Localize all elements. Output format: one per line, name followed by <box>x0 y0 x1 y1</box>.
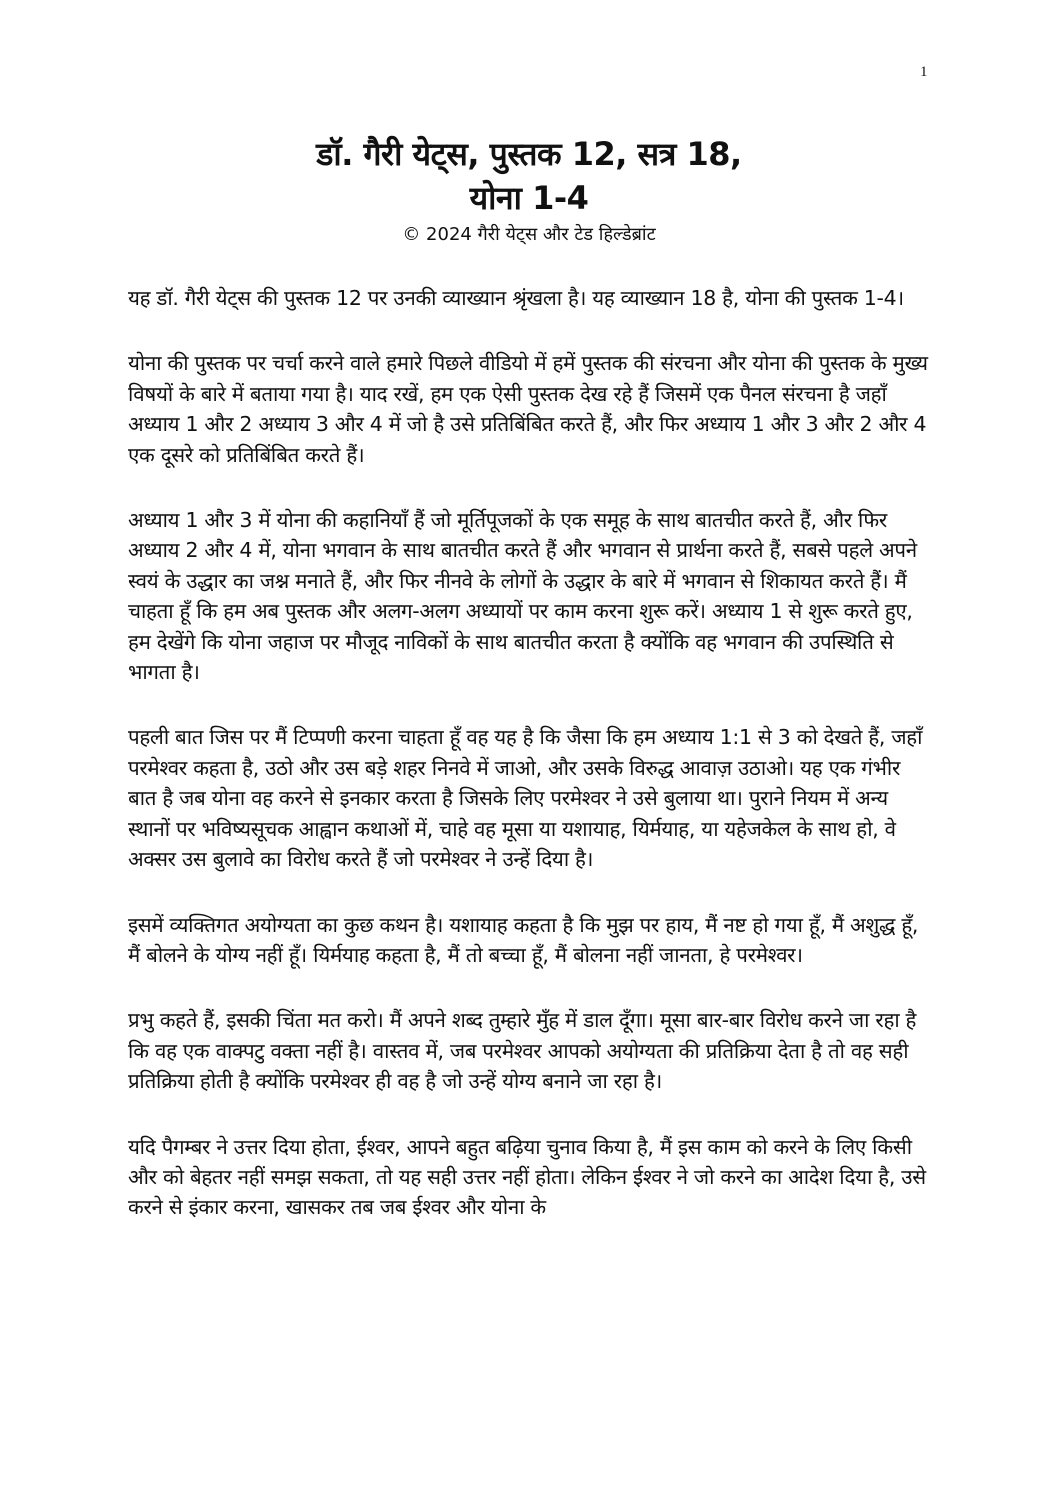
document-title-line-2: योना 1-4 <box>469 179 589 217</box>
document-title-line-1: डॉ. गैरी येट्स, पुस्तक 12, सत्र 18, <box>316 135 742 173</box>
paragraph-5: इसमें व्यक्तिगत अयोग्यता का कुछ कथन है। यशायाह कहता है कि मुझ पर हाय, मैं नष्ट हो गया हूँ, मैं अशुद्ध हूँ, मैं बोलने के योग्य नहीं हूँ। यिर्मयाह कहता है, मैं तो बच्चा हूँ, मैं बोलना नहीं जानता, हे परमेश्वर। <box>128 912 919 967</box>
paragraph-4: पहली बात जिस पर मैं टिप्पणी करना चाहता हूँ वह यह है कि जैसा कि हम अध्याय 1:1 से 3 को देखते हैं, जहाँ परमेश्वर कहता है, उठो और उस बड़े शहर निनवे में जाओ, और उसके विरुद्ध आवाज़ उठाओ। यह एक गंभीर बात है जब योना वह करने से इनकार करता है जिसके लिए परमेश्वर ने उसे बुलाया था। पुराने नियम में अन्य स्थानों पर भविष्यसूचक आह्वान कथाओं में, चाहे वह मूसा या यशायाह, यिर्मयाह, या यहेजकेल के साथ हो, वे अक्सर उस बुलावे का विरोध करते हैं जो परमेश्वर ने उन्हें दिया है। <box>128 725 923 872</box>
page-number: 1 <box>920 64 928 80</box>
document-body <box>128 283 928 1258</box>
title-block <box>0 132 1058 248</box>
copyright-notice: © 2024 गैरी येट्स और टेड हिल्डेब्रांट <box>402 224 656 245</box>
paragraph-7: यदि पैगम्बर ने उत्तर दिया होता, ईश्वर, आपने बहुत बढ़िया चुनाव किया है, मैं इस काम को करने के लिए किसी और को बेहतर नहीं समझ सकता, तो यह सही उत्तर नहीं होता। लेकिन ईश्वर ने जो करने का आदेश दिया है, उसे करने से इंकार करना, खासकर तब जब ईश्वर और योना के <box>128 1134 926 1220</box>
paragraph-1: यह डॉ. गैरी येट्स की पुस्तक 12 पर उनकी व्याख्यान श्रृंखला है। यह व्याख्यान 18 है, योना की पुस्तक 1-4। <box>128 286 904 310</box>
paragraph-3: अध्याय 1 और 3 में योना की कहानियाँ हैं जो मूर्तिपूजकों के एक समूह के साथ बातचीत करते हैं, और फिर अध्याय 2 और 4 में, योना भगवान के साथ बातचीत करते हैं और भगवान से प्रार्थना करते हैं, सबसे पहले अपने स्वयं के उद्धार का जश्न मनाते हैं, और फिर नीनवे के लोगों के उद्धार के बारे में भगवान से शिकायत करते हैं। मैं चाहता हूँ कि हम अब पुस्तक और अलग-अलग अध्यायों पर काम करना शुरू करें। अध्याय 1 से शुरू करते हुए, हम देखेंगे कि योना जहाज पर मौजूद नाविकों के साथ बातचीत करता है क्योंकि वह भगवान की उपस्थिति से भागता है। <box>128 508 917 685</box>
paragraph-6: प्रभु कहते हैं, इसकी चिंता मत करो। मैं अपने शब्द तुम्हारे मुँह में डाल दूँगा। मूसा बार-बार विरोध करने जा रहा है कि वह एक वाक्पटु वक्ता नहीं है। वास्तव में, जब परमेश्वर आपको अयोग्यता की प्रतिक्रिया देता है तो वह सही प्रतिक्रिया होती है क्योंकि परमेश्वर ही वह है जो उन्हें योग्य बनाने जा रहा है। <box>128 1008 917 1094</box>
paragraph-2: योना की पुस्तक पर चर्चा करने वाले हमारे पिछले वीडियो में हमें पुस्तक की संरचना और योना की पुस्तक के मुख्य विषयों के बारे में बताया गया है। याद रखें, हम एक ऐसी पुस्तक देख रहे हैं जिसमें एक पैनल संरचना है जहाँ अध्याय 1 और 2 अध्याय 3 और 4 में जो है उसे प्रतिबिंबित करते हैं, और फिर अध्याय 1 और 3 और 2 और 4 एक दूसरे को प्रतिबिंबित करते हैं। <box>128 351 928 467</box>
